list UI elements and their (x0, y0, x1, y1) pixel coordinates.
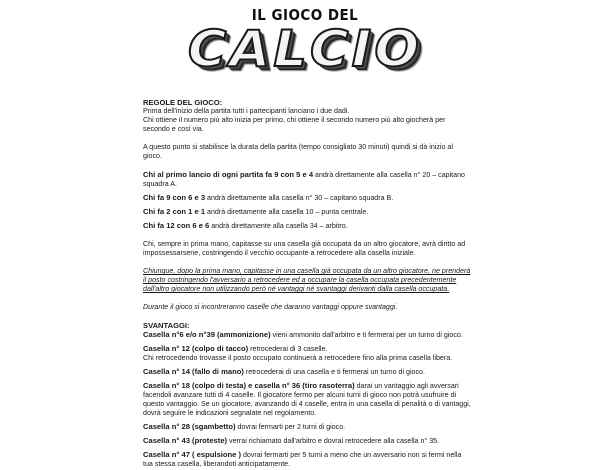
rules-during-game: Durante il gioco si incontreranno caselle che daranno vantaggi oppure svantaggi. (143, 303, 398, 311)
title-main: CALCIO (187, 20, 423, 78)
special-roll: Chi fa 12 con 6 e 6 andrà direttamente alla casella 34 – arbitro. (143, 221, 348, 230)
svantaggio-item: Casella n° 12 (colpo di tacco) retrocederai di 3 caselle. (143, 344, 328, 353)
rules-occupy-after: Chiunque, dopo la prima mano, capitasse in una casella già occupata da un altro giocatore, ne prenderà il posto costringendo l'avversario a retrocedere ed a occupare la casella occupata precedentemente dall'altro giocatore non utilizzando però né vantaggi né svantaggi derivanti dalla casella occupata. (143, 267, 471, 293)
special-roll: Chi fa 2 con 1 e 1 andrà direttamente alla casella 10 – punta centrale. (143, 207, 369, 216)
rules-heading: REGOLE DEL GIOCO: (143, 98, 223, 107)
rules-occupy-first: Chi, sempre in prima mano, capitasse su una casella già occupata da un altro giocatore, avrà diritto ad impossessarsene, costringendo il vecchio occupante a retrocedere alla casella iniziale. (143, 240, 466, 257)
special-roll: Chi al primo lancio di ogni partita fa 9 con 5 e 4 andrà direttamente alla casella n° 20 – capitano squadra A. (143, 170, 465, 188)
rules-document (143, 98, 473, 469)
svantaggi-heading: SVANTAGGI: (143, 321, 190, 330)
rules-intro-1: Prima dell'inizio della partita tutti i partecipanti lanciano i due dadi. (143, 107, 350, 115)
svantaggio-item: Casella n° 43 (proteste) verrai richiamato dall'arbitro e dovrai retrocedere alla casella n° 35. (143, 436, 440, 445)
svantaggio-extra: Chi retrocedendo trovasse il posto occupato continuerà a retrocedere fino alla prima casella libera. (143, 354, 453, 362)
svantaggio-item: Casella n° 47 ( espulsione ) dovrai fermarti per 5 turni a meno che un avversario non si fermi nella tua stessa casella, liberandoti anticipatamente. (143, 450, 462, 468)
title-logo (0, 0, 610, 92)
special-roll: Chi fa 9 con 6 e 3 andrà direttamente alla casella n° 30 – capitano squadra B. (143, 193, 394, 202)
title-top: IL GIOCO DEL (251, 6, 359, 24)
svantaggio-item: Casella n° 14 (fallo di mano) retrocederai di una casella e ti fermerai un turno di gioco. (143, 367, 425, 376)
rules-intro-2: Chi ottiene il numero più alto inizia per primo, chi ottiene il secondo numero più alto giocherà per secondo e così via. (143, 116, 446, 133)
svantaggio-item: Casella n° 28 (sgambetto) dovrai fermarti per 2 turni di gioco. (143, 422, 346, 431)
svantaggio-item: Casella n°6 e/o n°39 (ammonizione) vieni ammonito dall'arbitro e ti fermerai per un turno di gioco. (143, 330, 463, 339)
svantaggio-item: Casella n° 18 (colpo di testa) e casella n° 36 (tiro rasoterra) darai un vantaggio agli avversari facendoli avanzare tutti di 4 caselle. Il giocatore fermo per alcuni turni di gioco non potrà usufruire di questo vantaggio. Se un giocatore, avanzando di 4 caselle, entra in una casella di penalità o di vantaggi, dovrà seguire le indicazioni segnalate nel regolamento. (143, 381, 471, 417)
rules-duration: A questo punto si stabilisce la durata della partita (tempo consigliato 30 minuti) quindi si dà inizio al gioco. (143, 143, 453, 160)
